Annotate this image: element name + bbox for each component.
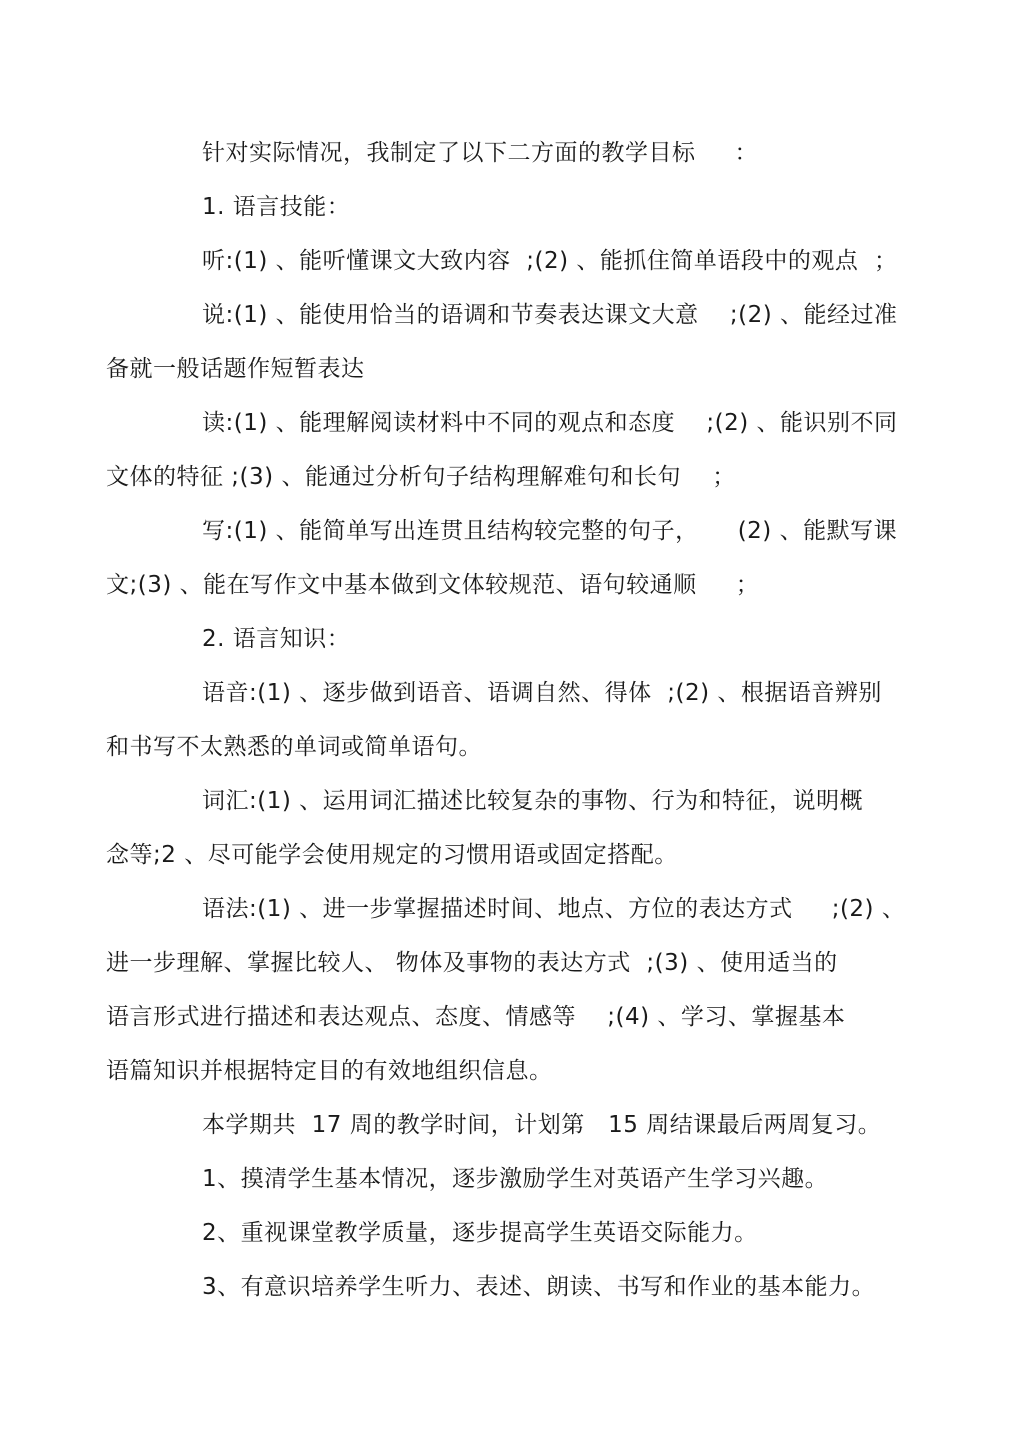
text-line: 说:(1) 、能使用恰当的语调和节奏表达课文大意 ;(2) 、能经过准 <box>202 302 898 328</box>
text-line: 语篇知识并根据特定目的有效地组织信息。 <box>106 1058 553 1084</box>
text-line: 文体的特征 ;(3) 、能通过分析句子结构理解难句和长句 ； <box>106 464 736 490</box>
list-item <box>154 1260 876 1314</box>
text-line: 3、有意识培养学生听力、表述、朗读、书写和作业的基本能力。 <box>202 1274 876 1300</box>
section-heading-language-knowledge <box>154 612 866 666</box>
text-line: 备就一般话题作短暂表达 <box>106 356 365 382</box>
text-line: 念等;2 、尽可能学会使用规定的习惯用语或固定搭配。 <box>106 842 678 868</box>
text-line: 1. 语言技能： <box>202 194 351 220</box>
text-line: 本学期共 17 周的教学时间，计划第 15 周结课最后两周复习。 <box>202 1112 882 1138</box>
text-line: 读:(1) 、能理解阅读材料中不同的观点和态度 ;(2) 、能识别不同 <box>202 410 898 436</box>
list-item <box>154 1206 866 1260</box>
pronunciation-paragraph <box>106 666 882 774</box>
writing-paragraph <box>106 504 898 612</box>
grammar-paragraph <box>106 882 906 1098</box>
text-line: 1、摸清学生基本情况，逐步激励学生对英语产生学习兴趣。 <box>202 1166 829 1192</box>
reading-paragraph <box>106 396 898 504</box>
text-line: 针对实际情况，我制定了以下二方面的教学目标 ： <box>202 140 759 166</box>
intro-paragraph <box>154 126 866 180</box>
text-line: 写:(1) 、能简单写出连贯且结构较完整的句子， (2) 、能默写课 <box>202 518 898 544</box>
text-line: 2、重视课堂教学质量，逐步提高学生英语交际能力。 <box>202 1220 758 1246</box>
list-item <box>154 1152 866 1206</box>
text-line: 听:(1) 、能听懂课文大致内容 ;(2) 、能抓住简单语段中的观点 ； <box>202 248 898 274</box>
text-line: 进一步理解、掌握比较人、 物体及事物的表达方式 ;(3) 、使用适当的 <box>106 950 838 976</box>
section-heading-language-skills <box>154 180 866 234</box>
text-line: 语法:(1) 、进一步掌握描述时间、地点、方位的表达方式 ;(2) 、 <box>202 896 906 922</box>
vocabulary-paragraph <box>106 774 866 882</box>
text-line: 和书写不太熟悉的单词或简单语句。 <box>106 734 482 760</box>
speaking-paragraph <box>106 288 898 396</box>
text-line: 2. 语言知识： <box>202 626 351 652</box>
semester-plan-paragraph <box>154 1098 882 1152</box>
text-line: 语言形式进行描述和表达观点、态度、情感等 ;(4) 、学习、掌握基本 <box>106 1004 846 1030</box>
text-line: 语音:(1) 、逐步做到语音、语调自然、得体 ;(2) 、根据语音辨别 <box>202 680 882 706</box>
text-line: 词汇:(1) 、运用词汇描述比较复杂的事物、行为和特征，说明概 <box>202 788 864 814</box>
text-line: 文;(3) 、能在写作文中基本做到文体较规范、语句较通顺 ； <box>106 572 760 598</box>
listening-paragraph <box>154 234 898 288</box>
